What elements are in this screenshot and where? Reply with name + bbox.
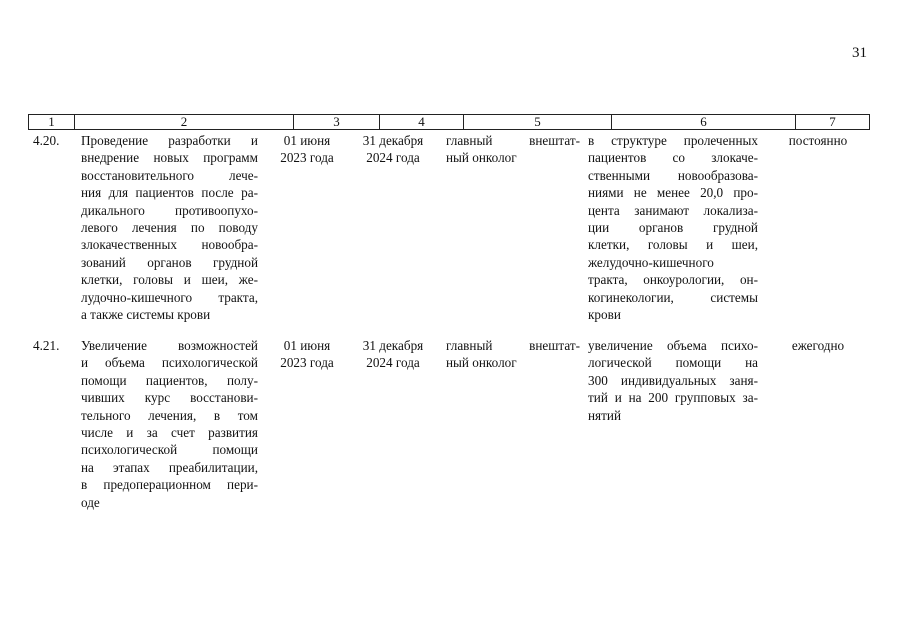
end-date-line: 31 декабря: [362, 338, 424, 353]
end-date: [352, 132, 434, 167]
result-line: клетки, головы и шеи,: [588, 237, 758, 253]
responsible-line: ный онколог: [446, 150, 517, 166]
start-date-line: 01 июня: [283, 338, 331, 353]
frequency: ежегодно: [791, 338, 845, 353]
responsible-line: главный внештат-: [446, 133, 580, 148]
page-number: 31: [852, 45, 867, 61]
result-line: цента занимают локализа-: [588, 202, 758, 218]
activity-line: злокачественных новообра-: [81, 237, 258, 253]
header-col-5: 5: [463, 115, 611, 129]
result-line: увеличение объема психо-: [588, 338, 758, 353]
activity-line: клетки, головы и шеи, же-: [81, 272, 258, 288]
start-date: [266, 132, 348, 167]
result-line: ции органов грудной: [588, 219, 758, 235]
result-line: ственными новообразова-: [588, 167, 758, 183]
activity-line: числе и за счет развития: [81, 424, 258, 440]
start-date: [266, 337, 348, 372]
result-line: нятий: [588, 407, 622, 423]
activity-line: и объема психологической: [81, 355, 258, 371]
result-line: ниями не менее 20,0 про-: [588, 185, 758, 201]
activity-line: Проведение разработки и: [81, 133, 258, 148]
responsible-line: главный внештат-: [446, 338, 580, 353]
activity-text: [81, 337, 258, 511]
row-number: 4.21.: [33, 338, 60, 353]
header-col-4: 4: [379, 115, 463, 129]
result-line: тий и на 200 групповых за-: [588, 390, 758, 406]
result-line: пациентов со злокаче-: [588, 150, 758, 166]
end-date-line: 2024 года: [366, 150, 420, 166]
activity-line: лудочно-кишечного тракта,: [81, 289, 258, 305]
responsible-line: ный онколог: [446, 355, 517, 371]
header-col-3: 3: [293, 115, 379, 129]
activity-line: чивших курс восстанови-: [81, 390, 258, 406]
activity-line: ния для пациентов после ра-: [81, 185, 258, 201]
activity-text: [81, 132, 258, 323]
activity-line: а также системы крови: [81, 306, 211, 322]
result-line: тракта, онкоурологии, он-: [588, 272, 758, 288]
responsible: [446, 132, 580, 167]
table-header-row: [28, 114, 870, 130]
result-line: 300 индивидуальных заня-: [588, 372, 758, 388]
activity-line: восстановительного лече-: [81, 167, 258, 183]
header-col-7: 7: [795, 115, 869, 129]
end-date-line: 2024 года: [366, 355, 420, 371]
end-date: [352, 337, 434, 372]
activity-line: помощи пациентов, полу-: [81, 372, 258, 388]
start-date-line: 2023 года: [280, 150, 334, 166]
result-line: крови: [588, 306, 621, 322]
activity-line: в предоперационном пери-: [81, 477, 258, 493]
activity-line: левого лечения по поводу: [81, 219, 258, 235]
activity-line: на этапах преабилитации,: [81, 459, 258, 475]
activity-line: психологической помощи: [81, 442, 258, 458]
result-line: в структуре пролеченных: [588, 133, 758, 148]
row-number: 4.20.: [33, 133, 60, 148]
result-text: [588, 132, 758, 323]
header-col-6: 6: [611, 115, 795, 129]
result-line: логической помощи на: [588, 355, 758, 371]
frequency: постоянно: [788, 133, 848, 148]
header-col-2: 2: [74, 115, 293, 129]
activity-line: внедрение новых программ: [81, 150, 258, 166]
header-col-1: 1: [48, 114, 55, 129]
activity-line: зований органов грудной: [81, 254, 258, 270]
responsible: [446, 337, 580, 372]
activity-line: оде: [81, 494, 100, 510]
activity-line: тельного лечения, в том: [81, 407, 258, 423]
end-date-line: 31 декабря: [362, 133, 424, 148]
activity-line: Увеличение возможностей: [81, 338, 258, 353]
start-date-line: 2023 года: [280, 355, 334, 371]
result-line: когинекологии, системы: [588, 289, 758, 305]
result-line: желудочно-кишечного: [588, 254, 714, 270]
activity-line: дикального противоопухо-: [81, 202, 258, 218]
start-date-line: 01 июня: [283, 133, 331, 148]
result-text: [588, 337, 758, 424]
